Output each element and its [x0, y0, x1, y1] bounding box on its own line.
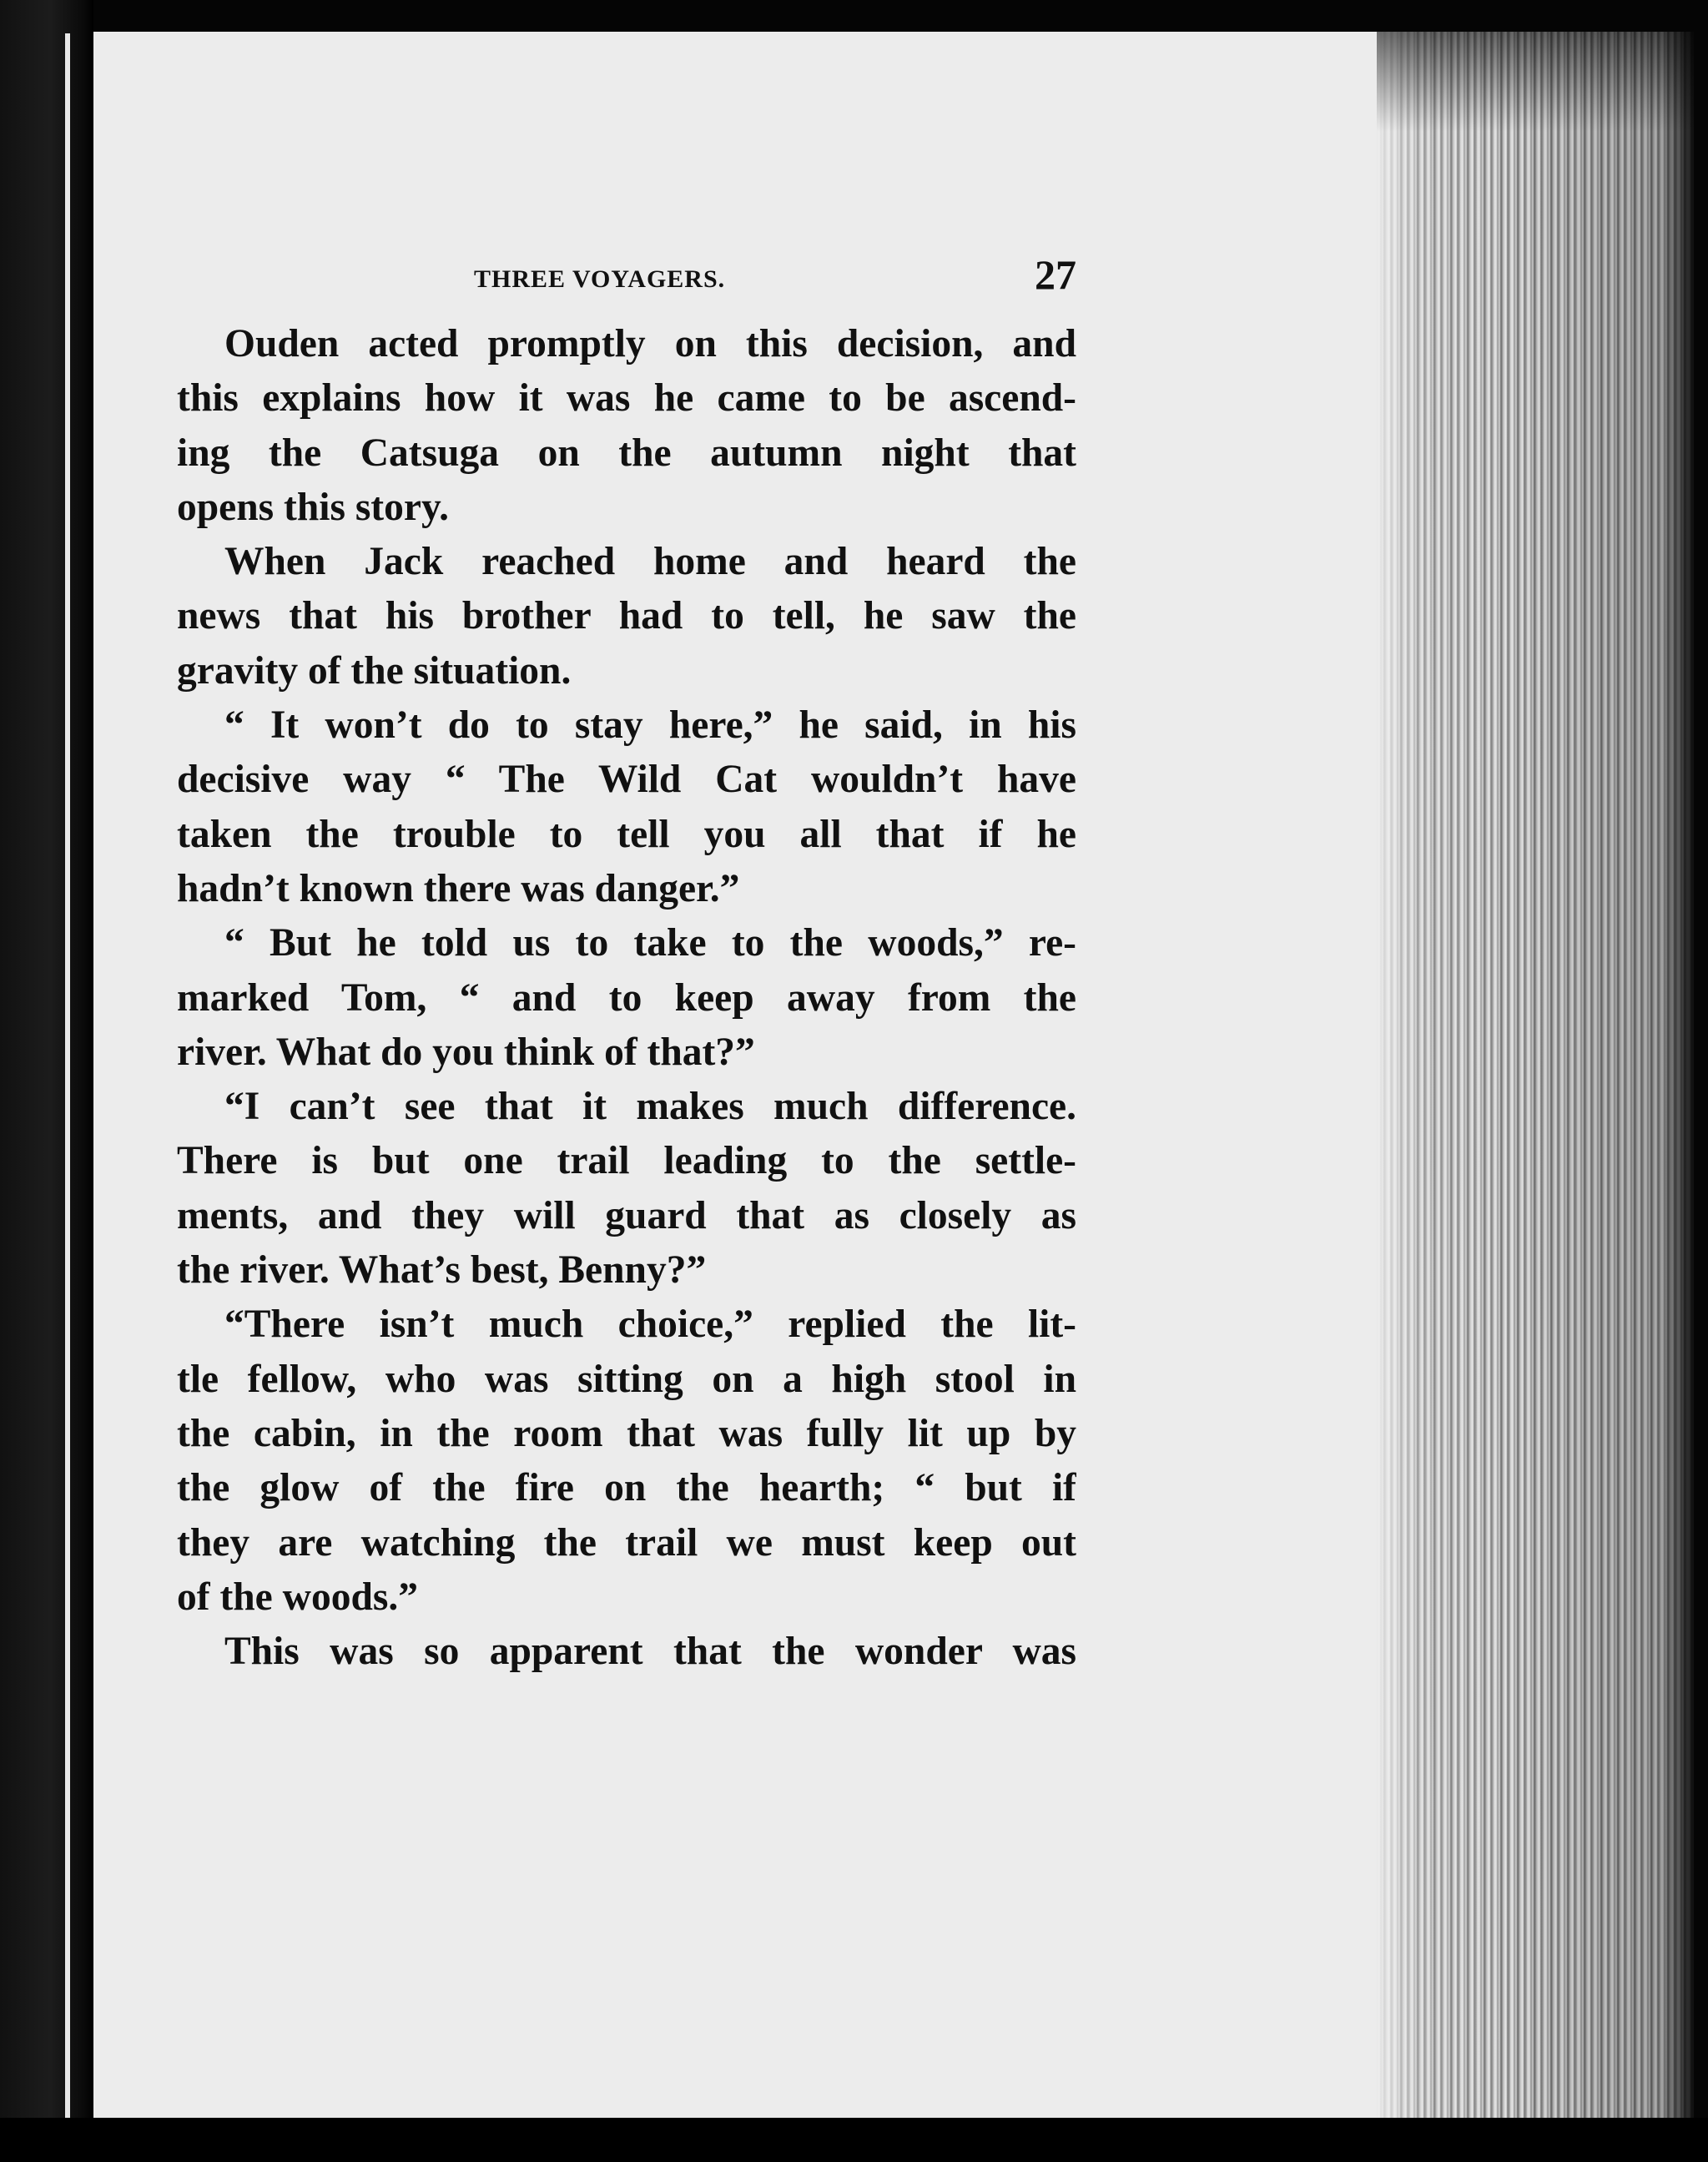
- page-edges-top-shadow: [1377, 32, 1694, 132]
- left-gutter: [0, 0, 93, 2162]
- page-edges-shading: [1377, 32, 1694, 2118]
- text-line: “There isn’t much choice,” replied the lit-: [224, 1303, 1076, 1347]
- text-line: ments, and they will guard that as closely as: [177, 1193, 1076, 1237]
- text-line: news that his brother had to tell, he saw the: [177, 594, 1076, 638]
- text-line: hadn’t known there was danger.”: [177, 866, 740, 910]
- running-title: THREE VOYAGERS.: [474, 265, 726, 293]
- text-line: gravity of the situation.: [177, 648, 572, 693]
- text-line: the river. What’s best, Benny?”: [177, 1248, 707, 1293]
- text-line: There is but one trail leading to the settle-: [177, 1139, 1076, 1183]
- text-line: ing the Catsuga on the autumn night that: [177, 431, 1076, 475]
- text-line: the glow of the fire on the hearth; “ but if: [177, 1466, 1076, 1510]
- text-line: the cabin, in the room that was fully lit up by: [177, 1411, 1076, 1455]
- text-line: they are watching the trail we must keep out: [177, 1520, 1076, 1565]
- text-line: this explains how it was he came to be ascend-: [177, 376, 1076, 421]
- text-line: “I can’t see that it makes much difference.: [224, 1085, 1076, 1129]
- text-line: river. What do you think of that?”: [177, 1030, 755, 1074]
- text-line: tle fellow, who was sitting on a high stool in: [177, 1357, 1076, 1401]
- text-line: of the woods.”: [177, 1575, 418, 1619]
- text-line: When Jack reached home and heard the: [224, 540, 1076, 584]
- text-line: taken the trouble to tell you all that if he: [177, 812, 1076, 856]
- bottom-border: [0, 2118, 1708, 2162]
- text-line: This was so apparent that the wonder was: [224, 1630, 1076, 1674]
- text-line: opens this story.: [177, 485, 449, 529]
- body-text: [177, 317, 1076, 1679]
- previous-page-edge: [65, 33, 70, 2119]
- text-line: decisive way “ The Wild Cat wouldn’t have: [177, 758, 1076, 802]
- text-line: “ But he told us to take to the woods,” re-: [224, 921, 1076, 965]
- running-head: [177, 250, 1076, 317]
- text-line: marked Tom, “ and to keep away from the: [177, 975, 1076, 1020]
- text-line: Ouden acted promptly on this decision, and: [224, 322, 1076, 365]
- text-block: [177, 250, 1076, 1679]
- page-number: 27: [1035, 251, 1076, 298]
- text-line: “ It won’t do to stay here,” he said, in his: [224, 703, 1076, 748]
